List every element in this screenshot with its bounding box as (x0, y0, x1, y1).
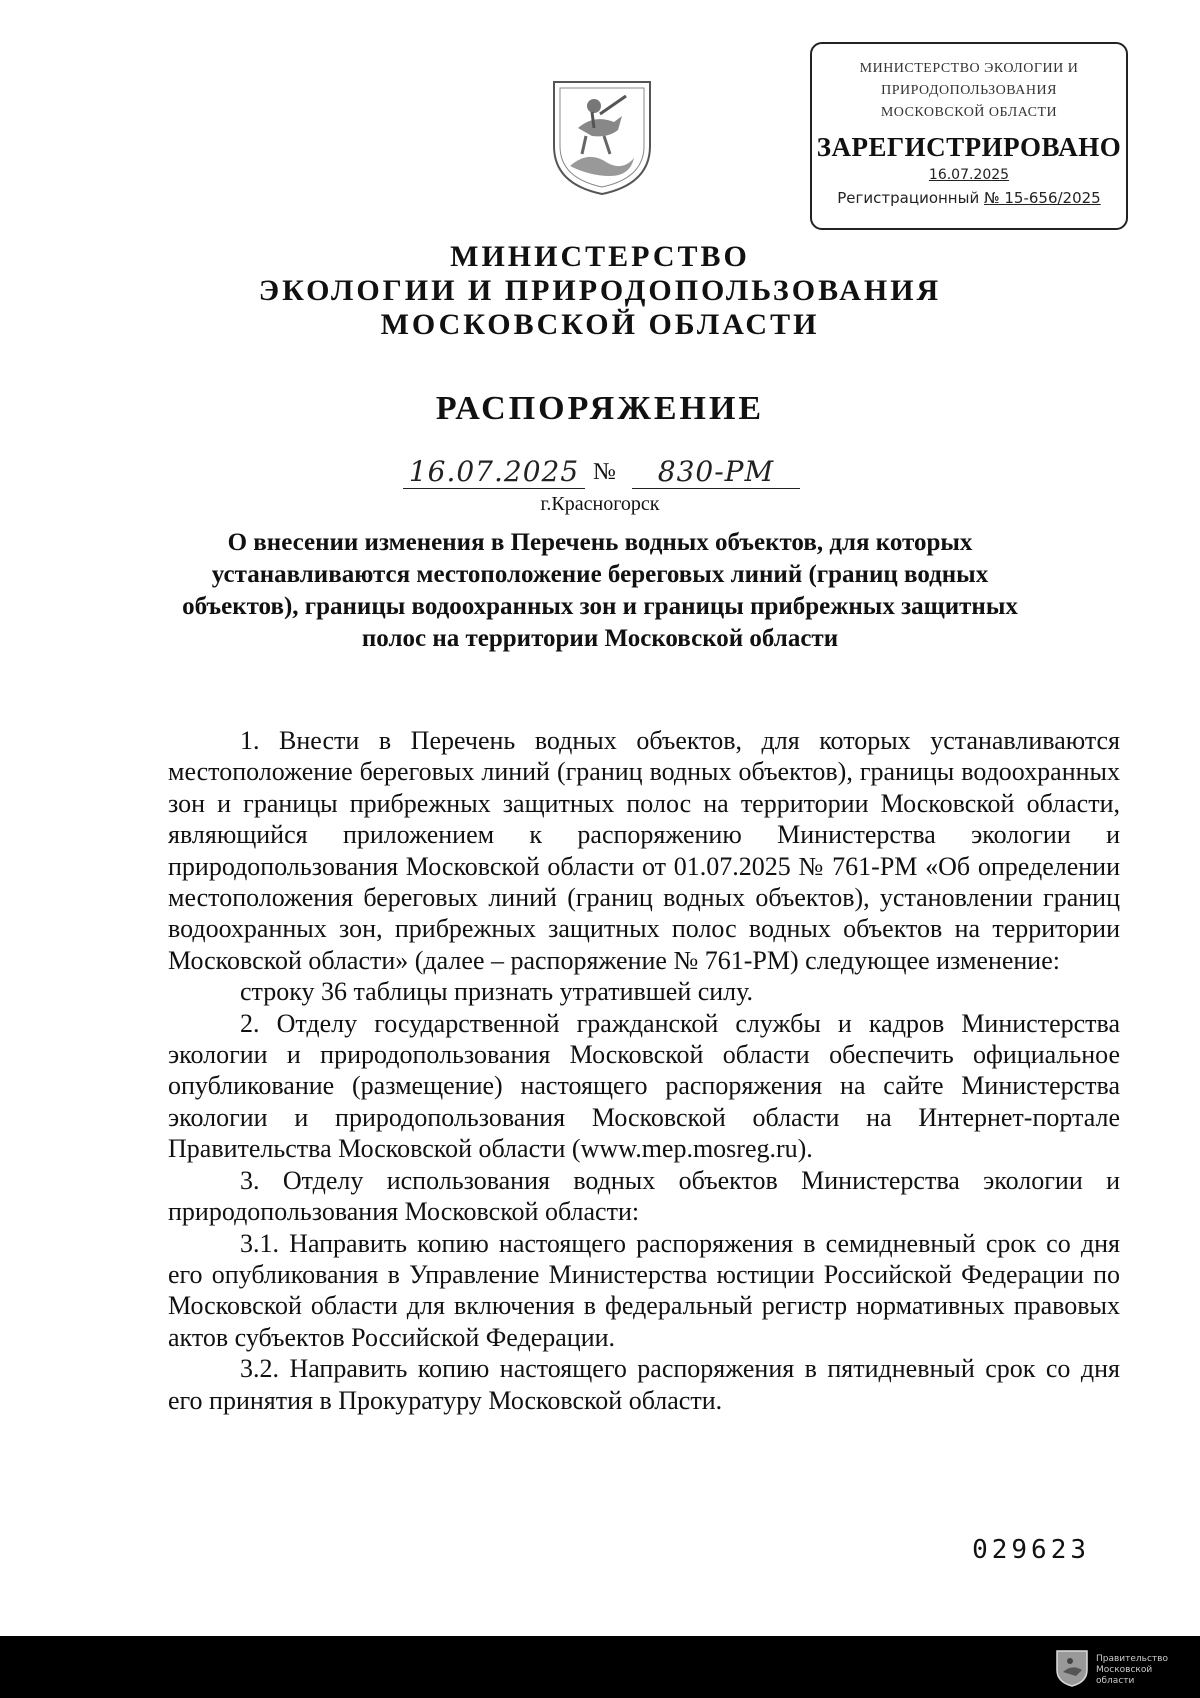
footer-bar (0, 1636, 1200, 1698)
stamp-number-label: Регистрационный (837, 189, 980, 207)
serial-number: 029623 (972, 1535, 1090, 1565)
org-line-2: ЭКОЛОГИИ И ПРИРОДОПОЛЬЗОВАНИЯ (258, 274, 942, 307)
coat-of-arms-icon (548, 76, 656, 198)
paragraph-3: 3. Отделу использования водных объектов Министерства экологии и природопользования Московской области: (168, 1165, 1120, 1227)
org-line-1: МИНИСТЕРСТВО (450, 240, 750, 273)
registration-stamp (810, 42, 1128, 230)
org-line-3: МОСКОВСКОЙ ОБЛАСТИ (380, 308, 820, 341)
stamp-status: ЗАРЕГИСТРИРОВАНО (816, 132, 1122, 162)
document-type: РАСПОРЯЖЕНИЕ (435, 390, 765, 427)
paragraph-1: 1. Внести в Перечень водных объектов, для которых устанавливаются местоположение береговых линий (границ водных объектов), границы водоохранных зон и границы прибрежных защитных полос на территории Московской области, являющийся приложением к распоряжению Министерства экологии и природопользования Московской области от 01.07.2025 № 761-РМ «Об определении местоположения береговых линий (границ водных объектов), установлении границ водоохранных зон, прибрежных защитных полос водных объектов на территории Московской области» (далее – распоряжение № 761-РМ) следующее изменение: (168, 726, 1120, 975)
stamp-ministry: МИНИСТЕРСТВО ЭКОЛОГИИ И ПРИРОДОПОЛЬЗОВАНИЯ МОСКОВСКОЙ ОБЛАСТИ (859, 61, 1079, 120)
document-body (168, 725, 1120, 1416)
number-sign: № (593, 459, 616, 485)
document-number: 830-РМ (632, 455, 800, 489)
document-date-number (395, 455, 805, 491)
stamp-number: № 15-656/2025 (984, 189, 1101, 207)
document-city: г.Красногорск (540, 493, 660, 515)
stamp-date: 16.07.2025 (928, 167, 1010, 183)
paragraph-3-2: 3.2. Направить копию настоящего распоряжения в пятидневный срок со дня его принятия в Прокуратуру Московской области. (168, 1354, 1120, 1415)
document-date: 16.07.2025 (403, 455, 585, 489)
government-emblem-icon (1054, 1648, 1090, 1688)
paragraph-3-1: 3.1. Направить копию настоящего распоряжения в семидневный срок со дня его опубликования в Управление Министерства юстиции Российской Федерации по Московской области для включения в федеральный регистр нормативных правовых актов субъектов Российской Федерации. (168, 1228, 1120, 1352)
footer-logo-text: Правительство Московской области (1096, 1654, 1168, 1686)
stamp-number-line (812, 189, 1126, 207)
document-subject: О внесении изменения в Перечень водных объектов, для которых устанавливаются местоположение береговых линий (границ водных объектов), границы водоохранных зон и границы прибрежных защитных полос на территории Московской области (182, 529, 1018, 652)
paragraph-2: 2. Отделу государственной гражданской службы и кадров Министерства экологии и природопользования Московской области обеспечить официальное опубликование (размещение) настоящего распоряжения на сайте Министерства экологии и природопользования Московской области на Интернет-портале Правительства Московской области (www.mep.mosreg.ru). (168, 1008, 1120, 1164)
organization-name (0, 240, 1200, 342)
paragraph-1-change: строку 36 таблицы признать утратившей силу. (240, 977, 754, 1007)
